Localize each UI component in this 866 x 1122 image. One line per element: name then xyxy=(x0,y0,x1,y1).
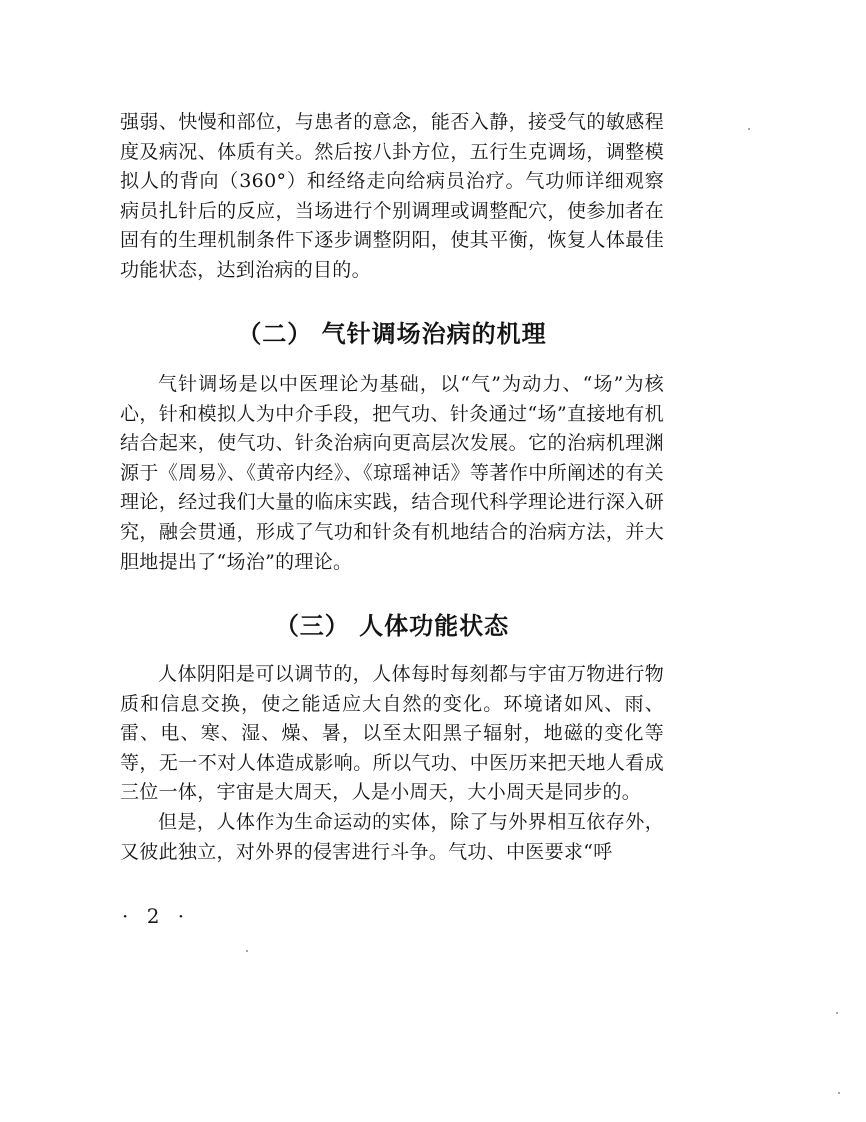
section-2-paragraph: 气针调场是以中医理论为基础，以“气”为动力、“场”为核心，针和模拟人为中介手段，把气功、针灸通过“场”直接地有机结合起来，使气功、针灸治病向更高层次发展。它的治病机理渊源于《周易》、《黄帝内经》、《琼瑶神话》等著作中所阐述的有关理论，经过我们大量的临床实践，结合现代科学理论进行深入研究，融会贯通，形成了气功和针灸有机地结合的治病方法，并大胆地提出了“场治”的理论。 xyxy=(120,373,664,573)
scan-speck xyxy=(748,128,750,130)
section-2-heading: （二） 气针调场治病的机理 xyxy=(237,319,547,348)
intro-text-block xyxy=(120,108,664,286)
section-3-paragraph-1: 人体阴阳是可以调节的，人体每时每刻都与宇宙万物进行物质和信息交换，使之能适应大自然的变化。环境诸如风、雨、雷、电、寒、湿、燥、暑，以至太阳黑子辐射，地磁的变化等等，无一不对人体造成影响。所以气功、中医历来把天地人看成三位一体，宇宙是大周天，人是小周天，大小周天是同步的。 xyxy=(120,663,664,804)
scan-speck xyxy=(838,1092,840,1094)
section-3-text-block xyxy=(120,660,664,867)
scan-speck xyxy=(836,1012,838,1014)
intro-paragraph: 强弱、快慢和部位，与患者的意念，能否入静，接受气的敏感程度及病况、体质有关。然后按八卦方位，五行生克调场，调整模拟人的背向（360°）和经络走向给病员治疗。气功师详细观察病员扎针后的反应，当场进行个别调理或调整配穴，使参加者在固有的生理机制条件下逐步调整阴阳，使其平衡，恢复人体最佳功能状态，达到治病的目的。 xyxy=(120,111,664,281)
section-3-heading: （三） 人体功能状态 xyxy=(274,611,510,640)
section-2-text-block xyxy=(120,370,664,577)
section-3-paragraph-2: 但是，人体作为生命运动的实体，除了与外界相互依存外，又彼此独立，对外界的侵害进行斗争。气功、中医要求“呼 xyxy=(120,810,664,863)
scan-speck xyxy=(246,950,248,952)
page-number: · 2 · xyxy=(122,904,191,928)
